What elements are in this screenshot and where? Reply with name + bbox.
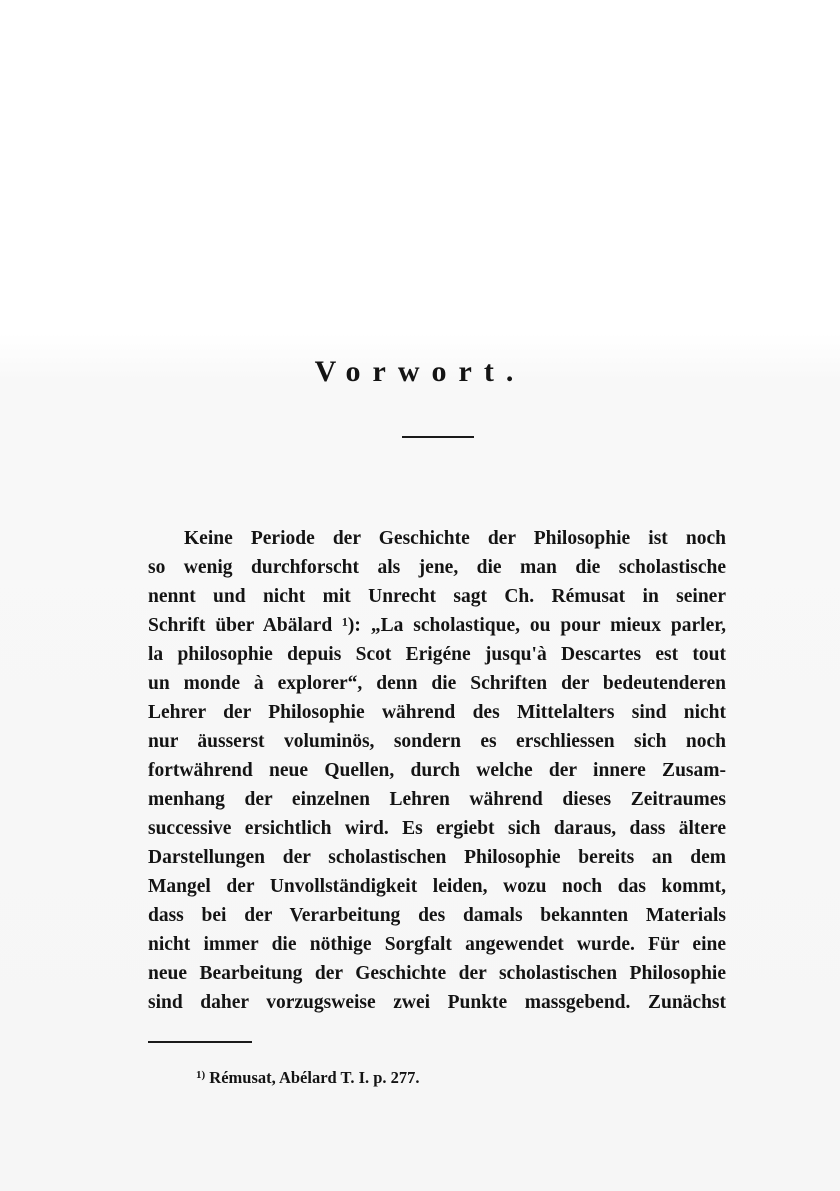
text-line: nicht immer die nöthige Sorgfalt angewendet wurde. Für eine [148,934,726,955]
text-line: dass bei der Verarbeitung des damals bekannten Materials [148,905,726,926]
text-line: menhang der einzelnen Lehren während dieses Zeitraumes [148,789,726,810]
body-paragraph [148,524,726,1017]
text-line: Darstellungen der scholastischen Philosophie bereits an dem [148,847,726,868]
text-line: Mangel der Unvollständigkeit leiden, wozu noch das kommt, [148,876,726,897]
text-line: so wenig durchforscht als jene, die man die scholastische [148,557,726,578]
text-line: nennt und nicht mit Unrecht sagt Ch. Rémusat in seiner [148,586,726,607]
text-line: un monde à explorer“, denn die Schriften der bedeutenderen [148,673,726,694]
footnote-text: Rémusat, Abélard T. I. p. 277. [209,1068,420,1087]
footnote [196,1068,420,1088]
text-line: la philosophie depuis Scot Erigéne jusqu'à Descartes est tout [148,644,726,665]
text-line: Lehrer der Philosophie während des Mittelalters sind nicht [148,702,726,723]
text-line: nur äusserst voluminös, sondern es erschliessen sich noch [148,731,726,752]
text-line: successive ersichtlich wird. Es ergiebt sich daraus, dass ältere [148,818,726,839]
heading-divider [402,436,474,438]
footnote-marker: 1) [196,1069,206,1081]
text-line: Schrift über Abälard ¹): „La scholastique, ou pour mieux parler, [148,615,726,636]
text-line: Keine Periode der Geschichte der Philosophie ist noch [184,528,726,549]
text-line: fortwährend neue Quellen, durch welche der innere Zusam- [148,760,726,781]
page-heading: Vorwort. [314,355,526,388]
text-line: sind daher vorzugsweise zwei Punkte massgebend. Zunächst [148,992,726,1013]
footnote-separator [148,1041,252,1043]
text-line: neue Bearbeitung der Geschichte der scholastischen Philosophie [148,963,726,984]
